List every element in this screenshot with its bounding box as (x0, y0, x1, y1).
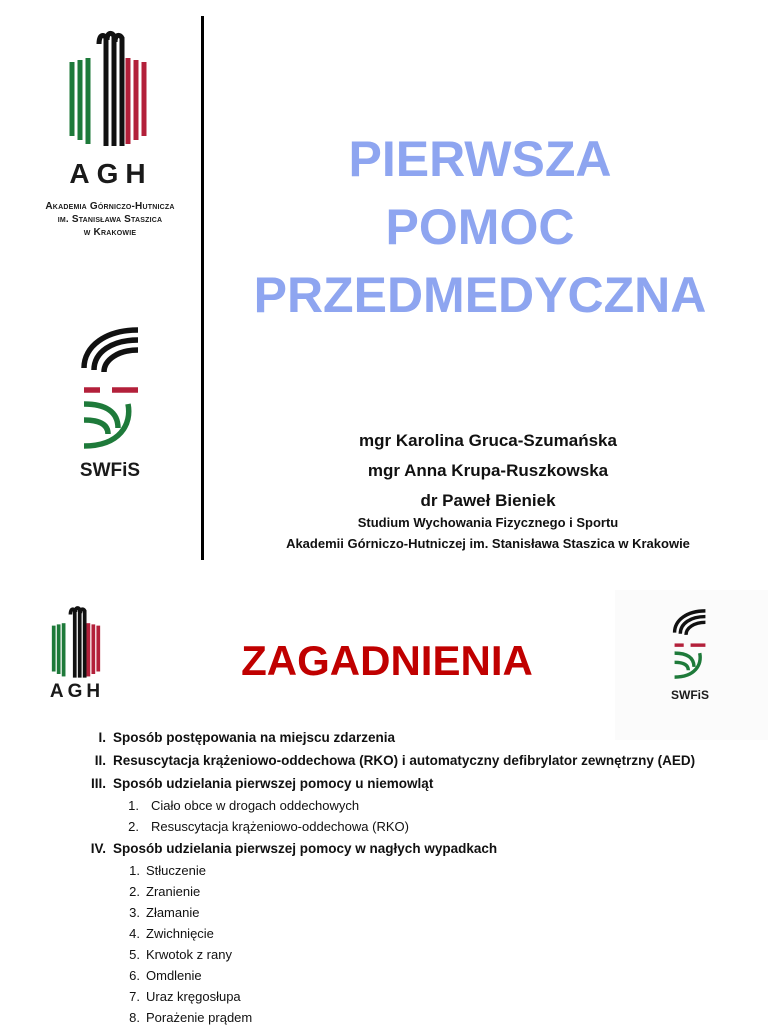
subtopic-number: 1. (129, 863, 140, 878)
institution-name (250, 512, 726, 554)
subtopic-number: 2. (128, 819, 139, 834)
subtopic-number: 3. (129, 905, 140, 920)
agh-logo-text: AGH (49, 681, 105, 702)
institution-line: Akademii Górniczo-Hutniczej im. Stanisława Staszica w Krakowie (286, 536, 690, 551)
agh-subtitle-line: im. Stanisława Staszica (57, 214, 163, 225)
agh-subtitle-line: Akademia Górniczo-Hutnicza (45, 201, 175, 212)
agh-logo-text: AGH (69, 158, 153, 189)
subtopic-text: Uraz kręgosłupa (146, 989, 241, 1004)
title-line: POMOC (385, 199, 575, 255)
subtopic-text: Złamanie (146, 905, 200, 920)
subtopic-item (0, 944, 768, 965)
topic-number: III. (90, 776, 106, 791)
topic-text: Sposób udzielania pierwszej pomocy u niemowląt (113, 776, 434, 791)
author-name: mgr Karolina Gruca-Szumańska (359, 431, 617, 450)
topics-heading: ZAGADNIENIA (241, 637, 533, 684)
swfis-emblem-icon (670, 605, 710, 683)
subtopic-text: Resuscytacja krążeniowo-oddechowa (RKO) (151, 819, 409, 834)
institution-line: Studium Wychowania Fizycznego i Sportu (357, 515, 619, 530)
subtopic-number: 5. (129, 947, 140, 962)
swfis-logo-text: SWFiS (79, 460, 141, 481)
topic-number: I. (98, 730, 106, 745)
agh-emblem-icon (66, 30, 150, 150)
subtopic-item (0, 986, 768, 1007)
agh-emblem-icon (50, 605, 102, 681)
topics-list (0, 726, 768, 1028)
topic-text: Sposób udzielania pierwszej pomocy w nagłych wypadkach (113, 841, 498, 856)
subtopic-text: Zwichnięcie (146, 926, 214, 941)
subtopic-text: Porażenie prądem (146, 1010, 253, 1025)
agh-logo-subtitle (20, 200, 200, 239)
subtopic-text: Zranienie (146, 884, 201, 899)
swfis-emblem-icon (76, 324, 146, 452)
subtopic-item (0, 860, 768, 881)
topics-slide (0, 585, 768, 1024)
title-line: PRZEDMEDYCZNA (253, 267, 707, 323)
subtopic-text: Omdlenie (146, 968, 202, 983)
subtopic-item (0, 881, 768, 902)
subtopic-item (0, 965, 768, 986)
subtopic-number: 2. (129, 884, 140, 899)
subtopic-text: Ciało obce w drogach oddechowych (151, 798, 360, 813)
subtopic-item (0, 816, 768, 837)
author-name: mgr Anna Krupa-Ruszkowska (367, 461, 609, 480)
topic-text: Sposób postępowania na miejscu zdarzenia (113, 730, 396, 745)
subtopic-item (0, 1007, 768, 1028)
topic-item (0, 772, 768, 795)
vertical-divider (201, 16, 204, 560)
agh-subtitle-line: w Krakowie (83, 227, 137, 238)
subtopic-number: 8. (129, 1010, 140, 1025)
swfis-logo-text: SWFiS (671, 688, 709, 702)
subtopic-number: 1. (128, 798, 139, 813)
subtopic-item (0, 923, 768, 944)
subtopic-item (0, 795, 768, 816)
subtopic-item (0, 902, 768, 923)
subtopic-number: 6. (129, 968, 140, 983)
author-name: dr Paweł Bieniek (420, 491, 556, 510)
topic-text: Resuscytacja krążeniowo-oddechowa (RKO) i automatyczny defibrylator zewnętrzny (AED) (113, 753, 696, 768)
topic-number: II. (94, 753, 106, 768)
topic-item (0, 749, 768, 772)
subtopic-text: Krwotok z rany (146, 947, 232, 962)
subtopic-number: 7. (129, 989, 140, 1004)
presentation-title (230, 125, 730, 329)
topic-item (0, 837, 768, 860)
subtopic-text: Stłuczenie (146, 863, 206, 878)
subtopic-number: 4. (129, 926, 140, 941)
title-line: PIERWSZA (348, 131, 612, 187)
author-list (250, 426, 726, 516)
topic-number: IV. (90, 841, 106, 856)
topic-item (0, 726, 768, 749)
